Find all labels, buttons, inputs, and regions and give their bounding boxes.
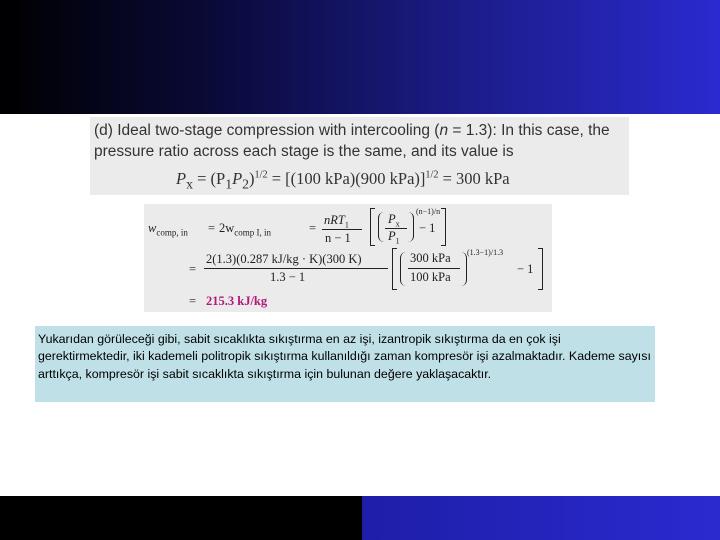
equation-panel-intercooling bbox=[90, 117, 629, 195]
px-power: 1/2 bbox=[254, 169, 268, 181]
px-subscript: x bbox=[186, 176, 193, 192]
eq1-n-symbol: n bbox=[439, 122, 449, 139]
frac2-denominator: 1.3 − 1 bbox=[270, 270, 306, 284]
eq1-line1-prefix: (d) Ideal two-stage compression with intercooling ( bbox=[94, 122, 440, 139]
px-middle-power: 1/2 bbox=[425, 169, 439, 181]
frac1-bar bbox=[322, 229, 362, 230]
eq-sign-1: = bbox=[208, 221, 216, 235]
minus-one-2: − 1 bbox=[517, 262, 534, 276]
bracket-left-1 bbox=[370, 208, 375, 246]
ratio2-bar bbox=[408, 268, 460, 269]
ratio1-numerator: $P_x$ bbox=[388, 212, 400, 229]
ratio2-denominator: 100 kPa bbox=[410, 270, 451, 284]
footer-left-band bbox=[0, 496, 362, 540]
px-symbol: P bbox=[176, 169, 187, 188]
eq-sign-row3: = bbox=[189, 294, 197, 308]
w-comp-label: $w_{comp, in}$ bbox=[148, 221, 188, 238]
p2-subscript: 2 bbox=[242, 176, 250, 192]
px-close-paren: ) bbox=[249, 169, 255, 188]
frac1-denominator: n − 1 bbox=[325, 231, 351, 245]
exponent-1: (n−1)/n bbox=[416, 207, 441, 216]
frac2-bar bbox=[204, 268, 388, 269]
paren-left-2 bbox=[400, 252, 406, 286]
exponent-2: (1.3−1)/1.3 bbox=[467, 248, 504, 257]
equation-panel-work bbox=[144, 204, 552, 312]
header-band bbox=[0, 0, 720, 114]
equation-line-1 bbox=[94, 122, 610, 140]
paren-left-1 bbox=[378, 212, 384, 242]
minus-one-1: − 1 bbox=[419, 221, 436, 235]
explanation-textbox: Yukarıdan görüleceği gibi, sabit sıcaklıkta sıkıştırma en az işi, izantropik sıkıştırma da en çok işi gerektirmektedir, iki kademeli politropik sıkıştırma kullanıldığı zaman kompresör işi azalmaktadır. Kademe sayısı arttıkça, kompresör işi sabit sıcaklıkta sıkıştırma için bulunan değere yaklaşacaktır. bbox=[35, 326, 655, 402]
px-eq: = (P bbox=[192, 169, 226, 188]
eq-sign-row2: = bbox=[189, 262, 197, 276]
paren-right-2 bbox=[461, 252, 467, 286]
p2-symbol: P bbox=[232, 169, 243, 188]
work-result: 215.3 kJ/kg bbox=[206, 294, 268, 308]
eq1-line1-suffix: = 1.3): In this case, the bbox=[448, 122, 610, 139]
frac2-numerator: 2(1.3)(0.287 kJ/kg · K)(300 K) bbox=[206, 252, 362, 266]
bracket-left-2 bbox=[392, 248, 397, 290]
footer-right-band bbox=[362, 496, 720, 540]
px-result: = 300 kPa bbox=[438, 169, 510, 188]
equation-line-2: pressure ratio across each stage is the same, and its value is bbox=[94, 143, 514, 160]
frac1-numerator: nRT$_1$ bbox=[324, 213, 349, 230]
bracket-right-1 bbox=[441, 208, 446, 246]
two-w-comp: $2w_{comp I, in}$ bbox=[219, 221, 272, 238]
p1-subscript: 1 bbox=[225, 176, 233, 192]
ratio2-numerator: 300 kPa bbox=[410, 251, 451, 265]
px-equation bbox=[176, 169, 510, 192]
px-middle: = [(100 kPa)(900 kPa)] bbox=[267, 169, 426, 188]
bracket-right-2 bbox=[538, 248, 543, 290]
ratio1-denominator: $P_1$ bbox=[388, 229, 400, 246]
eq-sign-2: = bbox=[309, 221, 317, 235]
paren-right-1 bbox=[408, 212, 414, 242]
